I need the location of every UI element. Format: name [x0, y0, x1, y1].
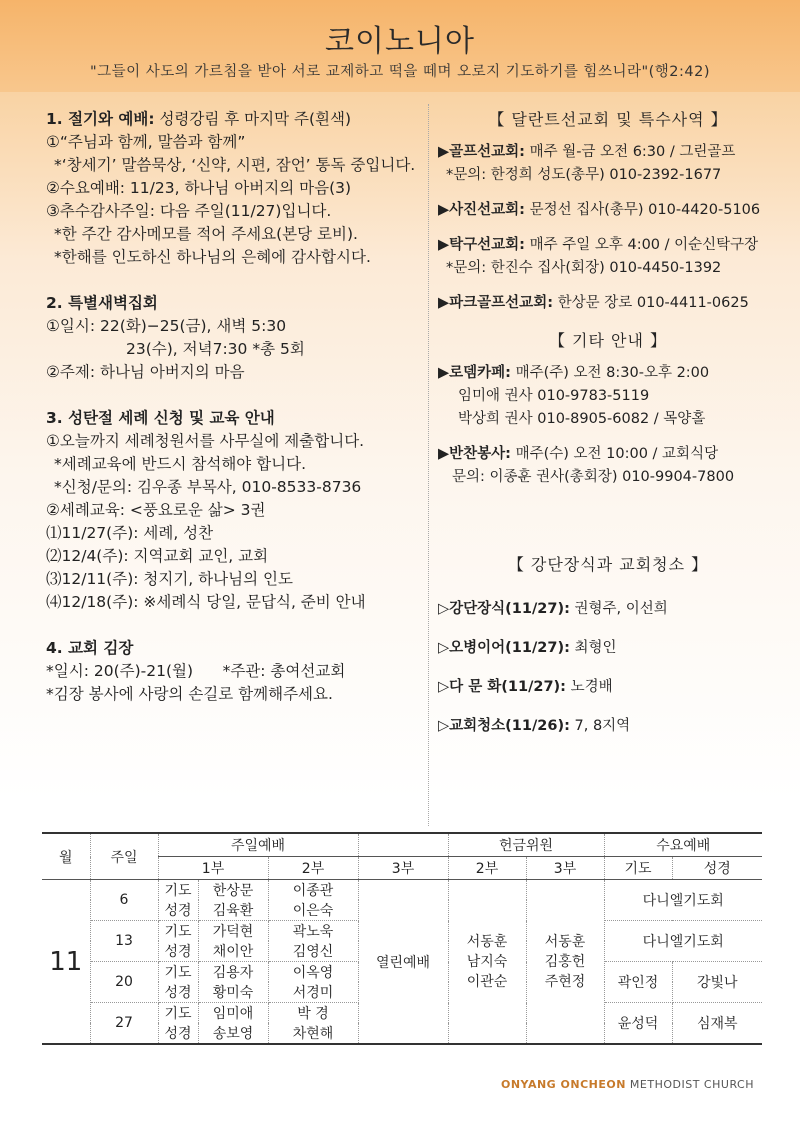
church-name-footer: ONYANG ONCHEON METHODIST CHURCH [500, 1078, 754, 1091]
list-item: ▷교회청소(11/26): 7, 8지역 [438, 718, 631, 734]
list-item: ▶반찬봉사: 매주(수) 오전 10:00 / 교회식당 문의: 이종훈 권사(총회장) 010-9904-7800 [438, 446, 735, 485]
list-item: ▶사진선교회: 문정선 집사(총무) 010-4420-5106 [438, 202, 761, 218]
header-wednesday: 수요예배 [604, 833, 762, 857]
name-cell: 가덕현 [198, 921, 268, 942]
text-line: *한해를 인도하신 하나님의 은혜에 감사합시다. [54, 248, 371, 266]
name-cell: 송보영 [198, 1023, 268, 1044]
header-o2: 2부 [448, 857, 526, 880]
third-service-cell: 열린예배 [358, 880, 448, 1045]
text-line: ①“주님과 함께, 말씀과 함께” [46, 133, 246, 151]
week-cell: 6 [90, 880, 158, 921]
role-cell: 기도 [158, 1003, 198, 1024]
wednesday-bible-cell: 심재복 [672, 1003, 762, 1045]
text-line: ⑵12/4(주): 지역교회 교인, 교회 [46, 547, 269, 565]
text-line: ②주제: 하나님 아버지의 마음 [46, 363, 245, 381]
column-divider [428, 104, 429, 826]
list-item: ▷오병이어(11/27): 최형인 [438, 640, 617, 656]
role-cell: 기도 [158, 880, 198, 901]
bible-verse: "그들이 사도의 가르침을 받아 서로 교제하고 떡을 떼며 오로지 기도하기를 힘쓰니라"(행2:42) [89, 64, 711, 80]
list-item: ▶골프선교회: 매주 월-금 오전 6:30 / 그린골프 *문의: 한정희 성도(총무) 010-2392-1677 [438, 144, 736, 183]
header-p2: 2부 [268, 857, 358, 880]
header-prayer: 기도 [604, 857, 672, 880]
page-title: 코이노니아 [325, 24, 475, 59]
week-cell: 27 [90, 1003, 158, 1045]
wednesday-cell: 다니엘기도회 [604, 921, 762, 962]
header-o3: 3부 [526, 857, 604, 880]
header-sunday: 주일예배 [158, 833, 358, 857]
text-line: ②수요예배: 11/23, 하나님 아버지의 마음(3) [46, 179, 352, 197]
offering3-cell: 서동훈 김홍헌 주현정 [526, 880, 604, 1045]
name-cell: 차현해 [268, 1023, 358, 1044]
table-row [42, 880, 762, 901]
text-line: ③추수감사주일: 다음 주일(11/27)입니다. [46, 202, 332, 220]
header-week: 주일 [90, 833, 158, 880]
role-cell: 성경 [158, 900, 198, 921]
week-cell: 13 [90, 921, 158, 962]
text-line: ⑷12/18(주): ※세례식 당일, 문답식, 준비 안내 [46, 593, 366, 611]
header-month: 월 [42, 833, 90, 880]
list-item: ▷다 문 화(11/27): 노경배 [438, 679, 613, 695]
header-blank [358, 833, 448, 857]
role-cell: 성경 [158, 1023, 198, 1044]
text-line: *세례교육에 반드시 참석해야 합니다. [54, 455, 307, 473]
text-line: *신청/문의: 김우종 부목사, 010-8533-8736 [54, 478, 362, 496]
header-bible: 성경 [672, 857, 762, 880]
mission-heading: 【 달란트선교회 및 특수사역 】 [488, 110, 728, 129]
wednesday-cell: 다니엘기도회 [604, 880, 762, 921]
wednesday-prayer-cell: 윤성덕 [604, 1003, 672, 1045]
week-cell: 20 [90, 962, 158, 1003]
section-2-title: 2. 특별새벽집회 [46, 294, 158, 312]
name-cell: 김영신 [268, 941, 358, 962]
wednesday-bible-cell: 강빛나 [672, 962, 762, 1003]
schedule-table [42, 832, 762, 1045]
list-item: ▶파크골프선교회: 한상문 장로 010-4411-0625 [438, 295, 749, 311]
role-cell: 기도 [158, 921, 198, 942]
text-line: *일시: 20(주)-21(월) *주관: 총여선교회 [46, 662, 346, 680]
text-line: ①일시: 22(화)−25(금), 새벽 5:30 [46, 317, 287, 335]
wednesday-prayer-cell: 곽인정 [604, 962, 672, 1003]
text-line: ①오늘까지 세례청원서를 사무실에 제출합니다. [46, 432, 365, 450]
text-line: ⑶12/11(주): 청지기, 하나님의 인도 [46, 570, 293, 588]
name-cell: 채이안 [198, 941, 268, 962]
header-p3: 3부 [358, 857, 448, 880]
name-cell: 이은숙 [268, 900, 358, 921]
section-3-title: 3. 성탄절 세례 신청 및 교육 안내 [46, 409, 275, 427]
section-1-title: 1. 절기와 예배: 성령강림 후 마지막 주(흰색) [46, 110, 352, 128]
text-line: *‘창세기’ 말씀묵상, ‘신약, 시편, 잠언’ 통독 중입니다. [54, 156, 416, 174]
month-value: 11 [42, 880, 90, 1045]
text-line: *한 주간 감사메모를 적어 주세요(본당 로비). [54, 225, 358, 243]
section-4-title: 4. 교회 김장 [46, 639, 134, 657]
list-item: ▶탁구선교회: 매주 주일 오후 4:00 / 이순신탁구장 *문의: 한진수 집사(회장) 010-4450-1392 [438, 237, 759, 276]
role-cell: 성경 [158, 941, 198, 962]
text-line: 23(수), 저녁7:30 *총 5회 [126, 340, 305, 358]
other-heading: 【 기타 안내 】 [548, 331, 668, 350]
role-cell: 기도 [158, 962, 198, 983]
left-column [46, 108, 421, 706]
name-cell: 이종관 [268, 880, 358, 901]
text-line: *김장 봉사에 사랑의 손길로 함께해주세요. [46, 685, 333, 703]
name-cell: 김육환 [198, 900, 268, 921]
list-item: ▶로뎀카페: 매주(주) 오전 8:30-오후 2:00 임미애 권사 010-9783-5119 박상희 권사 010-8905-6082 / 목양홀 [438, 365, 710, 427]
name-cell: 박 경 [268, 1003, 358, 1024]
name-cell: 임미애 [198, 1003, 268, 1024]
role-cell: 성경 [158, 982, 198, 1003]
name-cell: 서경미 [268, 982, 358, 1003]
list-item: ▷강단장식(11/27): 권형주, 이선희 [438, 601, 668, 617]
text-line: ②세례교육: <풍요로운 삶> 3권 [46, 501, 266, 519]
name-cell: 이옥영 [268, 962, 358, 983]
decoration-heading: 【 강단장식과 교회청소 】 [507, 555, 709, 574]
name-cell: 곽노욱 [268, 921, 358, 942]
header-p1: 1부 [158, 857, 268, 880]
header-offering: 헌금위원 [448, 833, 604, 857]
text-line: ⑴11/27(주): 세례, 성찬 [46, 524, 214, 542]
name-cell: 황미숙 [198, 982, 268, 1003]
right-column [438, 108, 778, 750]
name-cell: 김용자 [198, 962, 268, 983]
name-cell: 한상문 [198, 880, 268, 901]
offering2-cell: 서동훈 남지숙 이관순 [448, 880, 526, 1045]
